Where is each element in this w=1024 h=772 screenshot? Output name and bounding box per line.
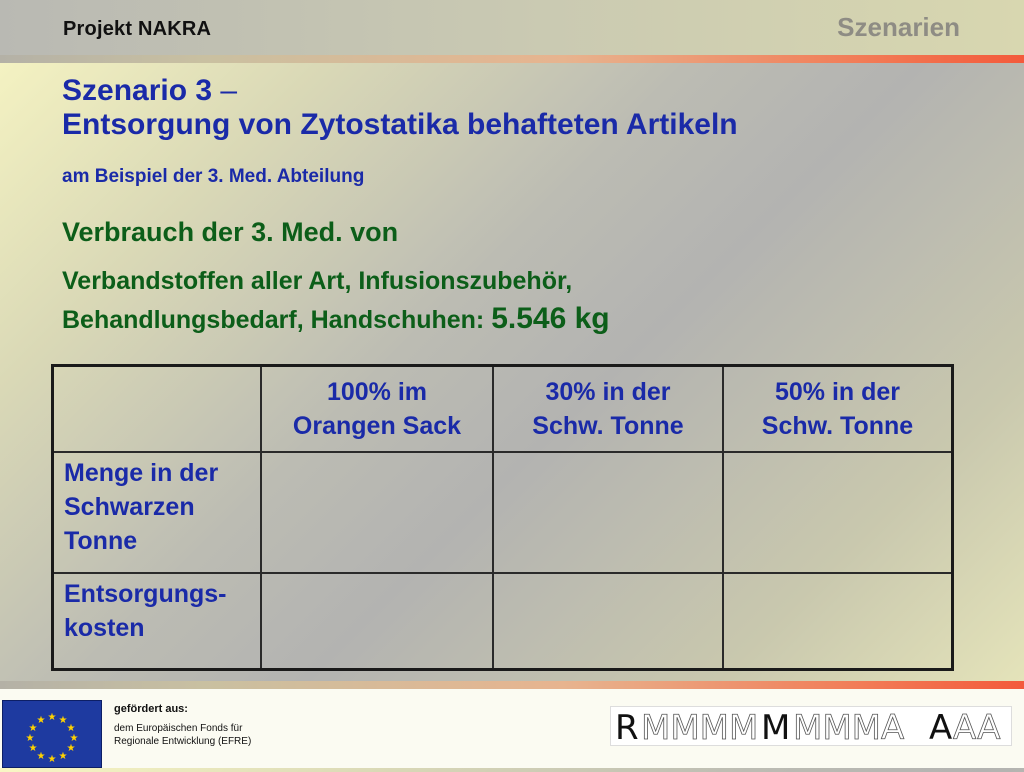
- eu-flag-icon: [2, 700, 102, 768]
- row-label-cell: [53, 573, 262, 670]
- scenario-subtitle: am Beispiel der 3. Med. Abteilung: [62, 166, 365, 187]
- table-cell: [723, 573, 953, 670]
- logo-letter-r: R: [615, 708, 639, 745]
- table-header-cell: [493, 366, 723, 453]
- header-stripe: [0, 55, 1024, 63]
- funding-source-line1: dem Europäischen Fonds für: [114, 723, 243, 734]
- row-label-line: Entsorgungs-: [64, 580, 227, 608]
- scenario-title: [62, 74, 962, 142]
- scenario-table: [51, 364, 954, 671]
- table-row: [53, 573, 953, 670]
- row-label-line: Menge in der: [64, 459, 219, 487]
- consumption-amount: 5.546 kg: [491, 302, 610, 335]
- col-header-line1: 30% in der: [545, 378, 671, 406]
- eu-stars-icon: [3, 701, 101, 767]
- consumption-heading: Verbrauch der 3. Med. von: [62, 217, 399, 247]
- svg-text:★: ★: [36, 751, 46, 762]
- table-corner-cell: [53, 366, 262, 453]
- table-header-cell: [261, 366, 493, 453]
- table-cell: [493, 452, 723, 573]
- section-label: Szenarien: [837, 12, 960, 42]
- consumption-line2-prefix: Behandlungsbedarf, Handschuhen:: [62, 306, 492, 334]
- svg-text:★: ★: [58, 715, 68, 726]
- col-header-line2: Schw. Tonne: [532, 412, 684, 440]
- project-title: Projekt NAKRA: [63, 18, 212, 40]
- consumption-details: [62, 262, 610, 339]
- svg-text:★: ★: [28, 743, 38, 754]
- svg-text:★: ★: [25, 733, 35, 744]
- svg-text:★: ★: [36, 715, 46, 726]
- svg-text:MMMA: MMMA: [793, 708, 905, 745]
- funding-label: gefördert aus:: [114, 703, 188, 715]
- svg-text:AA: AA: [953, 708, 1001, 745]
- table-header-cell: [723, 366, 953, 453]
- row-label-line: kosten: [64, 614, 145, 642]
- row-label-line: Tonne: [64, 527, 138, 555]
- table-row: [53, 452, 953, 573]
- svg-text:★: ★: [66, 723, 76, 734]
- svg-text:★: ★: [47, 754, 57, 765]
- col-header-line2: Schw. Tonne: [761, 412, 914, 440]
- logo-letter-m: M: [761, 708, 791, 745]
- svg-text:MMMM: MMMM: [641, 708, 759, 745]
- col-header-line1: 100% im: [326, 378, 428, 406]
- svg-text:★: ★: [47, 712, 57, 723]
- partner-logo: [610, 706, 1012, 746]
- col-header-line2: Orangen Sack: [292, 412, 462, 440]
- table-cell: [723, 452, 953, 573]
- table-cell: [261, 452, 493, 573]
- scenario-title-line2: Entsorgung von Zytostatika behafteten Artikeln: [62, 108, 738, 141]
- footer-stripe: [0, 681, 1024, 689]
- table-cell: [493, 573, 723, 670]
- table-header-row: [53, 366, 953, 453]
- scenario-title-line1: Szenario 3: [62, 74, 213, 107]
- scenario-title-dash: –: [220, 74, 238, 107]
- row-label-line: Schwarzen: [64, 493, 195, 521]
- partner-logo-mark: [611, 707, 1011, 745]
- svg-text:★: ★: [58, 751, 68, 762]
- funding-source-line2: Regionale Entwicklung (EFRE): [114, 736, 252, 747]
- svg-text:★: ★: [69, 733, 79, 744]
- table-cell: [261, 573, 493, 670]
- row-label-cell: [53, 452, 262, 573]
- logo-letter-a: A: [929, 708, 953, 745]
- consumption-line1: Verbandstoffen aller Art, Infusionszubehör,: [62, 267, 573, 295]
- svg-text:★: ★: [28, 723, 38, 734]
- funding-source: [114, 722, 294, 748]
- svg-text:★: ★: [66, 743, 76, 754]
- col-header-line1: 50% in der: [774, 378, 901, 406]
